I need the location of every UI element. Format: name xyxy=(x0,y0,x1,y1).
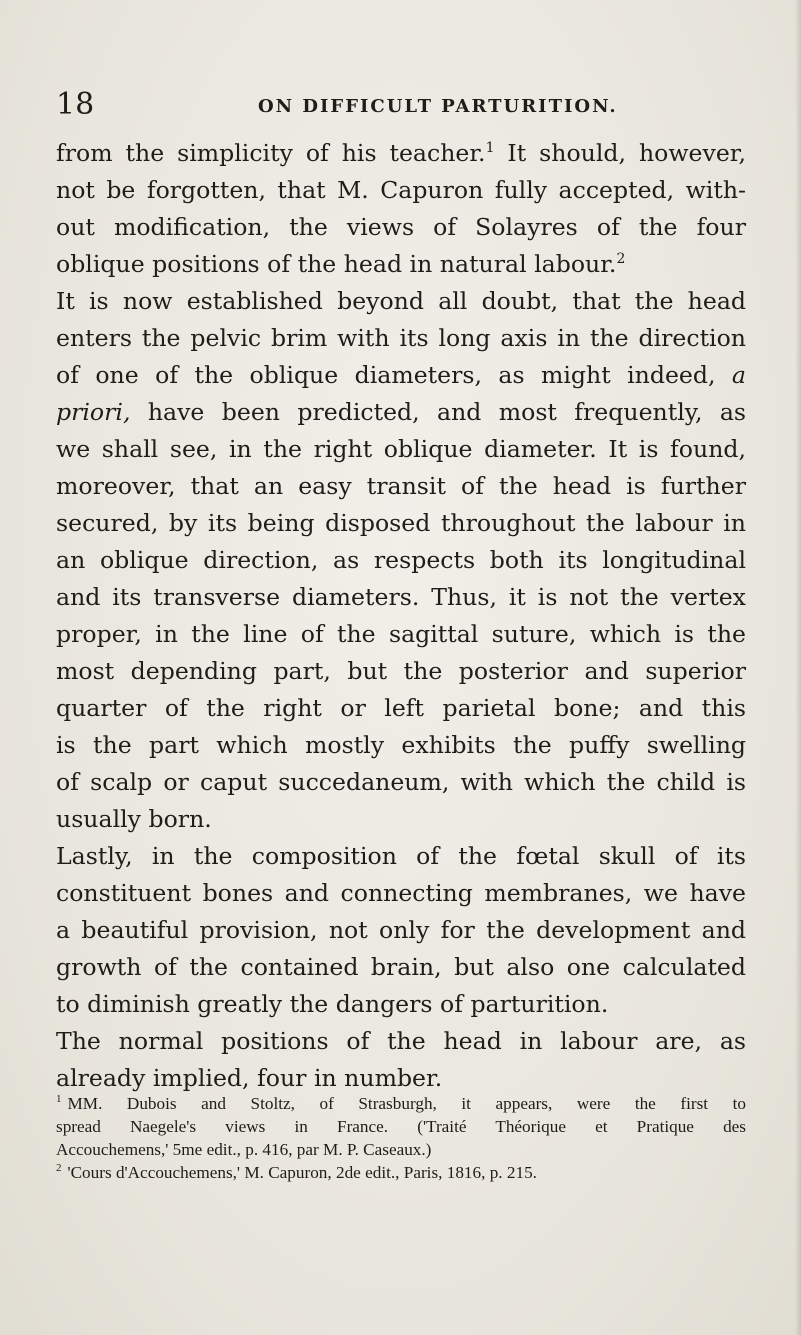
text-line: priori, have been predicted, and most frequently, as xyxy=(56,398,746,426)
footnote-line: $^2$ 'Cours d'Accouchemens,' M. Capuron, 2de edit., Paris, 1816, p. 215. xyxy=(56,1162,537,1182)
footnote-line: $^1$ MM. Dubois and Stoltz, of Strasburgh, it appears, were the first to xyxy=(56,1093,746,1113)
text-line: and its transverse diameters. Thus, it is not the vertex xyxy=(56,583,746,611)
text-line: proper, in the line of the sagittal suture, which is the xyxy=(56,620,746,648)
running-head: ON DIFFICULT PARTURITION. xyxy=(258,96,618,117)
text-line: from the simplicity of his teacher.$^1$ It should, however, xyxy=(56,139,746,167)
footnote-line: spread Naegele's views in France. ('Traité Théorique et Pratique des xyxy=(56,1117,746,1136)
text-line: out modification, the views of Solayres of the four xyxy=(56,213,746,241)
text-line: growth of the contained brain, but also one calculated xyxy=(56,953,746,981)
text-line: not be forgotten, that M. Capuron fully accepted, with- xyxy=(56,176,746,204)
footnote-mark: 2 xyxy=(56,1162,62,1175)
text-line: constituent bones and connecting membranes, we have xyxy=(56,879,746,907)
text-line: oblique positions of the head in natural labour.$^2$ xyxy=(56,250,626,278)
page-header xyxy=(56,88,746,128)
footnote-line: Accouchemens,' 5me edit., p. 416, par M. P. Caseaux.) xyxy=(56,1140,432,1159)
body-text xyxy=(56,135,746,1097)
text-line: most depending part, but the posterior and superior xyxy=(56,657,746,685)
italic-term: a xyxy=(731,361,746,389)
text-line: of one of the oblique diameters, as might indeed, a xyxy=(56,361,746,389)
text-line: secured, by its being disposed throughout the labour in xyxy=(56,509,746,537)
page-edge-shadow xyxy=(795,0,801,1335)
footnotes xyxy=(56,1092,746,1184)
text-line: quarter of the right or left parietal bone; and this xyxy=(56,694,746,722)
text-line: usually born. xyxy=(56,805,212,833)
text-line: enters the pelvic brim with its long axis in the direction xyxy=(56,324,746,352)
text-line: already implied, four in number. xyxy=(56,1064,443,1092)
paragraph-start-line: The normal positions of the head in labour are, as xyxy=(56,1027,746,1055)
footnote-mark: 1 xyxy=(56,1093,62,1106)
paragraph-start-line: Lastly, in the composition of the fœtal skull of its xyxy=(56,842,746,870)
text-line: we shall see, in the right oblique diameter. It is found, xyxy=(56,435,746,463)
text-line: is the part which mostly exhibits the puffy swelling xyxy=(56,731,746,759)
text-line: moreover, that an easy transit of the head is further xyxy=(56,472,746,500)
footnote-ref: 2 xyxy=(616,251,626,268)
italic-term: priori, xyxy=(56,398,131,426)
text-line: an oblique direction, as respects both its longitudinal xyxy=(56,546,746,574)
text-line: a beautiful provision, not only for the development and xyxy=(56,916,746,944)
page-number: 18 xyxy=(56,87,95,122)
paragraph-start-line: It is now established beyond all doubt, that the head xyxy=(56,287,746,315)
footnote-ref: 1 xyxy=(485,140,495,157)
text-line: to diminish greatly the dangers of parturition. xyxy=(56,990,609,1018)
text-line: of scalp or caput succedaneum, with which the child is xyxy=(56,768,746,796)
